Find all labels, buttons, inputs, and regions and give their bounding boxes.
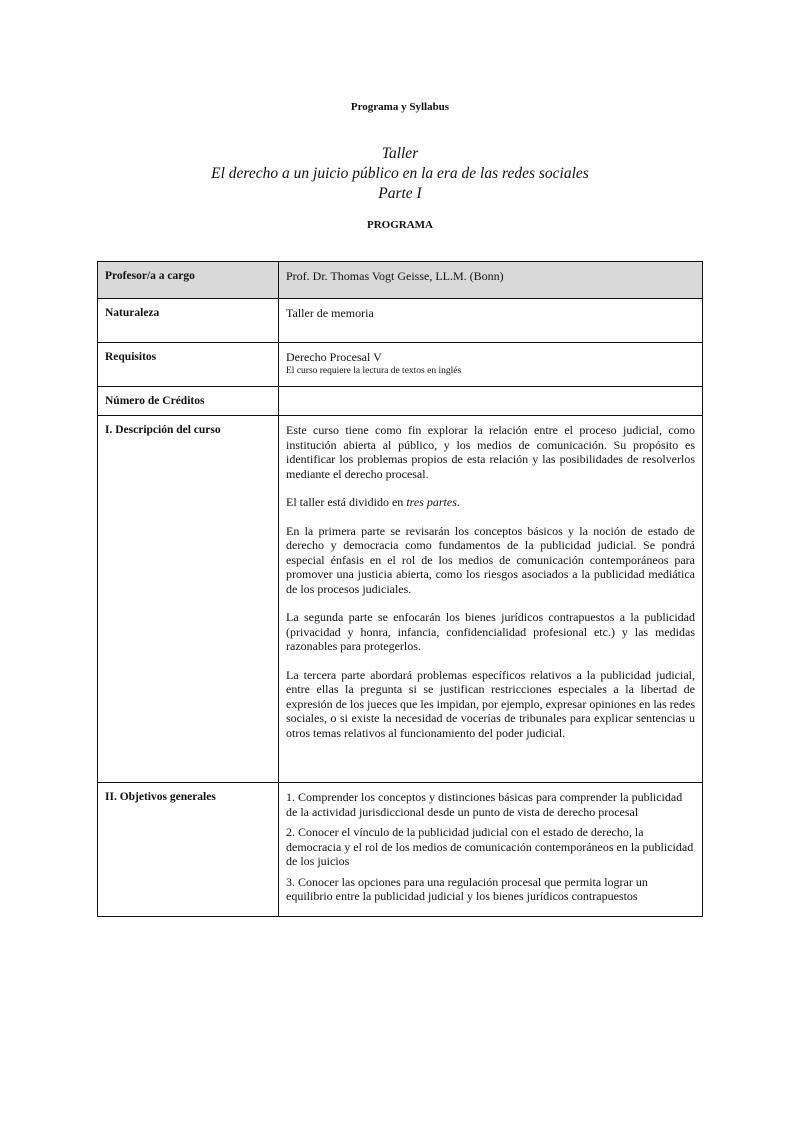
table-row-description	[98, 416, 703, 783]
requirements-cell	[279, 343, 703, 387]
requirements-value: Derecho Procesal V	[286, 350, 382, 364]
description-p2-italic: tres partes	[406, 495, 457, 509]
table-row-nature	[98, 299, 703, 343]
objectives-label: II. Objetivos generales	[98, 783, 279, 917]
document-header-title: Programa y Syllabus	[350, 101, 450, 113]
nature-value: Taller de memoria	[279, 299, 703, 343]
workshop-line-title: El derecho a un juicio público en la era de las redes sociales	[211, 165, 589, 182]
description-paragraph-4: La segunda parte se enfocarán los bienes jurídicos contrapuestos a la publicidad (privacidad y honra, infancia, confidencialidad profesional etc.) y las medidas razonables para protegerlos.	[286, 610, 695, 653]
professor-value: Prof. Dr. Thomas Vogt Geisse, LL.M. (Bonn)	[279, 262, 703, 299]
table-row-credits	[98, 387, 703, 416]
description-label: I. Descripción del curso	[98, 416, 279, 783]
nature-label: Naturaleza	[98, 299, 279, 343]
requirements-label: Requisitos	[98, 343, 279, 387]
description-p2-suffix: .	[456, 495, 460, 509]
section-title-programa: PROGRAMA	[367, 219, 433, 231]
requirements-note: El curso requiere la lectura de textos en inglés	[286, 365, 462, 376]
table-row-requirements	[98, 343, 703, 387]
credits-value	[279, 387, 703, 416]
credits-label: Número de Créditos	[98, 387, 279, 416]
description-paragraph-1: Este curso tiene como fin explorar la relación entre el proceso judicial, como institución abierta al público, y los medios de comunicación. Su propósito es identificar los problemas propios de esta relación y las posibilidades de resolverlos mediante el derecho procesal.	[286, 423, 695, 481]
objectives-cell	[279, 783, 703, 917]
objective-item-3: 3. Conocer las opciones para una regulación procesal que permita lograr un equilibrio entre la publicidad judicial y los bienes jurídicos contrapuestos	[286, 874, 648, 903]
description-cell	[279, 416, 703, 783]
workshop-line-taller: Taller	[381, 145, 419, 162]
objective-item-1: 1. Comprender los conceptos y distinciones básicas para comprender la publicidad de la actividad jurisdiccional desde un punto de vista de derecho procesal	[286, 790, 683, 819]
description-paragraph-3: En la primera parte se revisarán los conceptos básicos y la noción de estado de derecho y democracia como fundamentos de la publicidad judicial. Se pondrá especial énfasis en el rol de los medios de comunicación contemporáneos para promover una justicia abierta, como los riesgos asociados a la publicidad mediática de los procesos judiciales.	[286, 523, 695, 596]
table-row-objectives	[98, 783, 703, 917]
workshop-line-part: Parte I	[378, 185, 422, 202]
professor-label: Profesor/a a cargo	[98, 262, 279, 299]
description-paragraph-5: La tercera parte abordará problemas específicos relativos a la publicidad judicial, entre ellas la pregunta si se justifican restricciones especiales a la libertad de expresión de los jueces que les impidan, por ejemplo, expresar opiniones en las redes sociales, o si existe la necesidad de vocerías de tribunales para explicar sentencias u otros temas relativos al funcionamiento del poder judicial.	[286, 667, 695, 740]
syllabus-table	[97, 261, 703, 917]
table-row-professor	[98, 262, 703, 299]
workshop-title-block	[0, 144, 800, 204]
description-p2-prefix: El taller está dividido en	[286, 495, 407, 509]
objective-item-2: 2. Conocer el vínculo de la publicidad judicial con el estado de derecho, la democracia y el rol de los medios de comunicación contemporáneos en la publicidad de los juicios	[286, 825, 694, 868]
description-paragraph-2	[286, 495, 695, 510]
